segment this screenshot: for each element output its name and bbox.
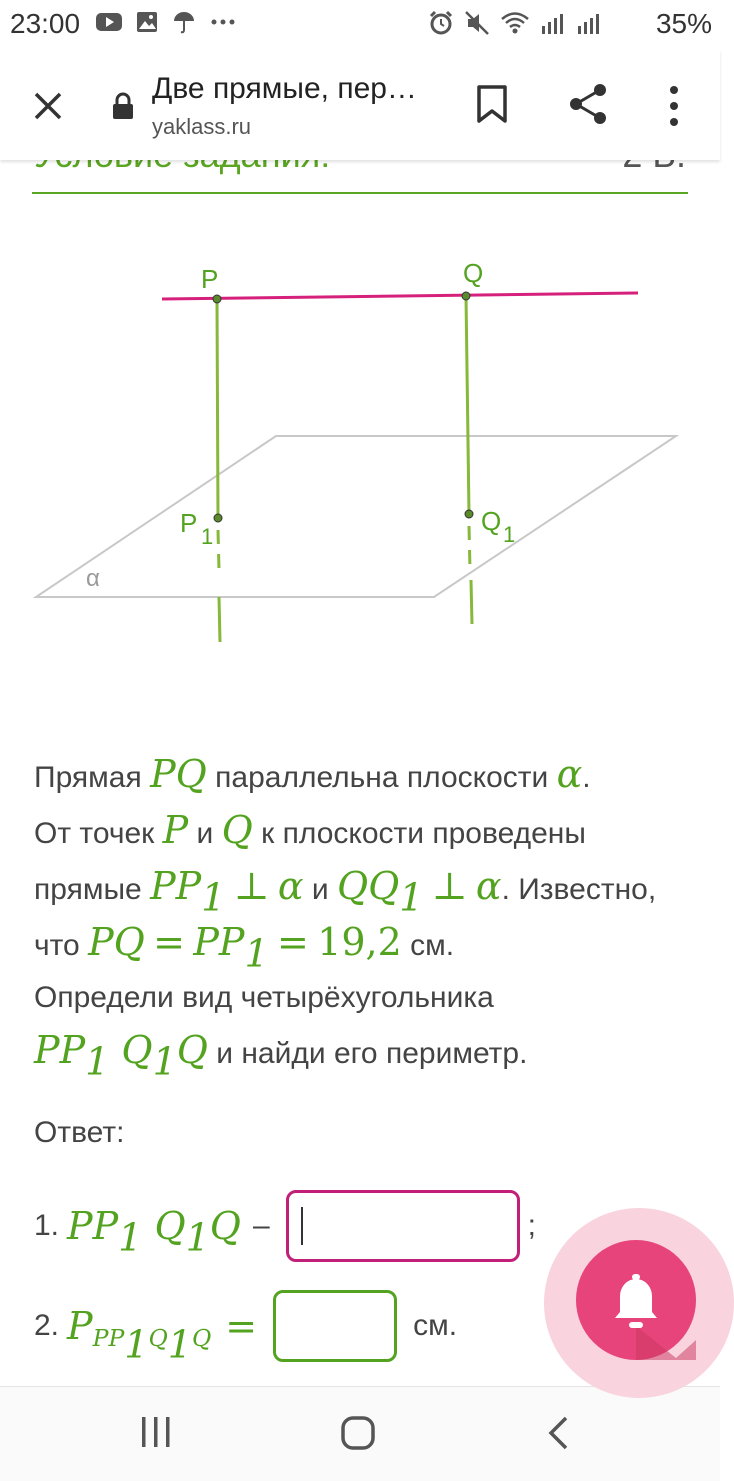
answer-1-number: 1. [34, 1209, 60, 1242]
math-pp1: $PP_1$ [150, 864, 226, 920]
text-t1: Прямая [34, 761, 142, 794]
plane-alpha [36, 436, 676, 597]
line-pp1-below [219, 597, 220, 642]
math-eq-2: = [277, 920, 309, 964]
text-caret [301, 1207, 303, 1245]
answer-2-eq: = [225, 1304, 258, 1348]
status-bar [0, 0, 720, 50]
problem-text [34, 748, 694, 1084]
text-t8: . Известно, [501, 873, 657, 906]
recent-apps-icon[interactable] [140, 1415, 172, 1449]
signal-icon [576, 10, 602, 36]
status-time: 23:00 [10, 8, 81, 39]
browser-toolbar [0, 50, 720, 160]
text-t11: Определи вид четырёхугольника [34, 981, 494, 1014]
text-t10: см. [410, 929, 455, 962]
answer-1-math: $PP_1$ $Q_1Q$ [67, 1204, 241, 1260]
line-qq1-hidden [469, 526, 470, 570]
label-q: Q [463, 258, 484, 288]
line-pq [162, 293, 638, 299]
alarm-icon [428, 10, 454, 36]
youtube-icon [96, 12, 122, 32]
answer-label: Ответ: [34, 1116, 125, 1149]
math-pq-2: PQ [88, 920, 145, 964]
text-t7: и [311, 873, 329, 906]
text-t3: От точек [34, 817, 155, 850]
label-p1: P [180, 508, 198, 538]
line-qq1 [466, 296, 469, 514]
signal-roaming-icon [540, 10, 566, 36]
page-url[interactable]: yaklass.ru [152, 114, 252, 139]
label-p1-sub: 1 [201, 524, 214, 549]
point-p1 [214, 514, 222, 522]
mute-icon [464, 10, 490, 36]
home-icon[interactable] [340, 1415, 376, 1451]
text-t2b: . [582, 761, 591, 794]
quadrilateral-type-input[interactable] [286, 1190, 520, 1262]
page-content [0, 160, 720, 1386]
line-pp1-hidden [218, 530, 219, 570]
answer-2-unit: см. [413, 1309, 458, 1342]
math-value: 19,2 [317, 920, 402, 964]
math-perp: ⊥ [233, 864, 270, 908]
umbrella-icon [172, 10, 196, 34]
point-p [213, 295, 221, 303]
page-title[interactable]: Две прямые, пер… [152, 72, 417, 105]
math-q: Q [221, 808, 253, 852]
geometry-figure [0, 230, 720, 750]
answer-1-semicolon: ; [527, 1209, 536, 1242]
text-t9: что [34, 929, 80, 962]
lock-icon [112, 92, 134, 120]
math-alpha: α [556, 752, 583, 796]
label-alpha: α [86, 565, 100, 592]
point-q [462, 292, 470, 300]
bookmark-icon[interactable] [474, 84, 510, 124]
heading-divider [32, 192, 688, 194]
bell-icon [576, 1240, 696, 1360]
wifi-icon [500, 11, 530, 35]
math-p: P [162, 808, 189, 852]
line-pp1 [217, 299, 218, 518]
math-alpha-3: α [475, 864, 502, 908]
label-q1-sub: 1 [503, 522, 516, 547]
more-notifications-icon [210, 18, 236, 26]
math-quad: $PP_1$ $Q_1Q$ [34, 1028, 208, 1084]
label-p: P [201, 264, 219, 294]
point-q1 [465, 510, 473, 518]
math-eq: = [153, 920, 185, 964]
answer-2-number: 2. [34, 1309, 60, 1342]
label-q1: Q [481, 506, 502, 536]
text-t6: прямые [34, 873, 142, 906]
perimeter-input[interactable] [273, 1290, 397, 1362]
answer-row-2 [34, 1290, 458, 1367]
share-icon[interactable] [566, 82, 610, 126]
close-icon[interactable] [28, 86, 68, 126]
text-t5: к плоскости проведены [261, 817, 586, 850]
back-icon[interactable] [546, 1415, 570, 1451]
text-t12: и найди его периметр. [216, 1037, 528, 1070]
math-qq1: $QQ_1$ [336, 864, 424, 920]
answer-row-1 [34, 1190, 536, 1262]
line-qq1-below [471, 580, 472, 624]
math-alpha-2: α [277, 864, 304, 908]
text-t2: параллельна плоскости [215, 761, 549, 794]
more-options-icon[interactable] [664, 84, 684, 128]
answer-1-dash: – [252, 1209, 270, 1242]
answer-2-math: $P_{PP_1Q_1Q}$ [67, 1304, 212, 1367]
notification-button[interactable] [576, 1240, 696, 1360]
math-pq: PQ [150, 752, 207, 796]
battery-level: 35% [655, 8, 712, 39]
math-pp1-2: $PP_1$ [193, 920, 269, 976]
android-nav-bar [0, 1386, 720, 1481]
gallery-icon [136, 11, 158, 33]
text-t4: и [196, 817, 214, 850]
math-perp-2: ⊥ [431, 864, 468, 908]
